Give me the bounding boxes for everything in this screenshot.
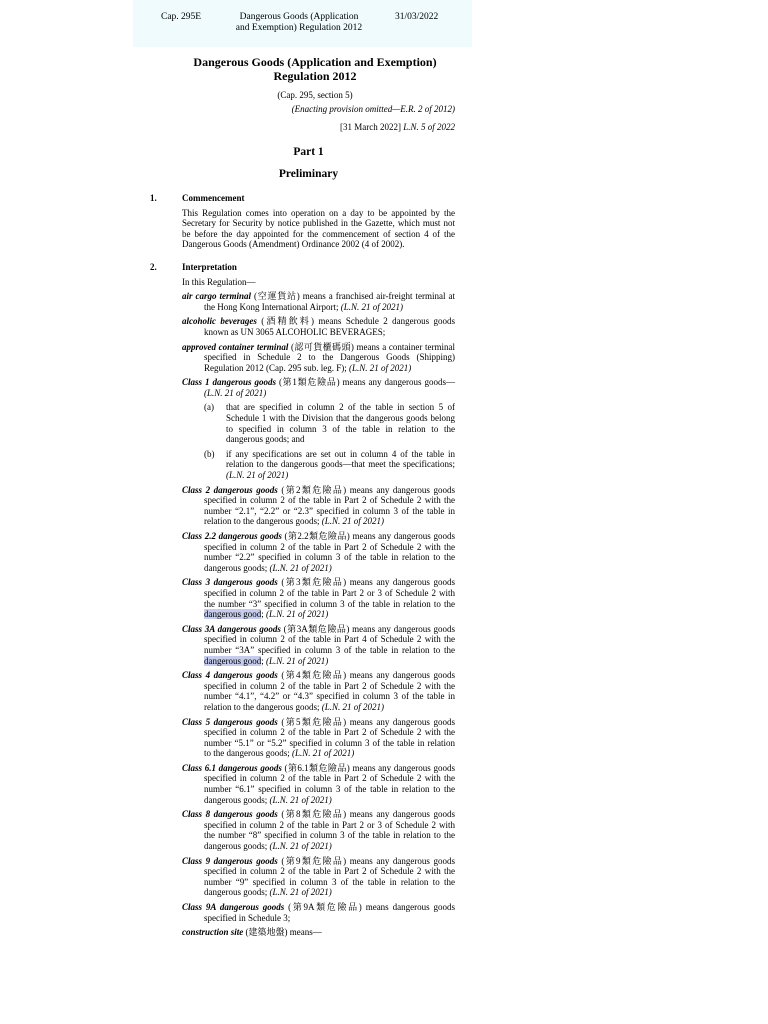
definition-air-cargo-terminal: air cargo terminal (空運貨站) means a franchised air-freight terminal at the Hong Kong International Airport; (L.N. 21 of 2021) <box>182 291 455 312</box>
definition-class-2: Class 2 dangerous goods (第2類危險品) means any dangerous goods specified in column 2 of the table in Part 2 of Schedule 2 with the number “2.1”, “2.2” or “2.3” specified in column 3 of the table in relation to the dangerous goods; (L.N. 21 of 2021) <box>182 484 455 527</box>
section-number: 1. <box>150 192 157 203</box>
search-highlight: dangerous good <box>204 609 262 620</box>
definition-class-9a: Class 9A dangerous goods (第9A類危險品) means dangerous goods specified in Schedule 3; <box>182 902 455 923</box>
definition-approved-container-terminal: approved container terminal (認可貨櫃碼頭) means a container terminal specified in Schedule 2 to the Dangerous Goods (Shipping) Regulation 2012 (Cap. 295 sub. leg. F); (L.N. 21 of 2021) <box>182 341 455 373</box>
header-date: 31/03/2022 <box>395 12 439 22</box>
section-title: Interpretation <box>182 261 237 272</box>
definition-class-3a: Class 3A dangerous goods (第3A類危險品) means any dangerous goods specified in column 2 of the table in Part 4 of Schedule 2 with the number “3A” specified in column 3 of the table in relation to the dangerous good; (L.N. 21 of 2021) <box>182 623 455 666</box>
header-cap: Cap. 295E <box>161 12 202 22</box>
definition-class-1-para-a: (a) that are specified in column 2 of the table in section 5 of Schedule 1 with the Division that the dangerous goods belong to specified in column 3 of the table in relation to the dangerous goods; and <box>204 402 455 445</box>
section-text: This Regulation comes into operation on a day to be appointed by the Secretary for Security by notice published in the Gazette, which must not be before the day appointed for the commencement of section 4 of the Dangerous Goods (Amendment) Ordinance 2002 (4 of 2002). <box>182 207 455 250</box>
search-highlight: dangerous good <box>204 655 262 666</box>
section-2 <box>150 262 455 938</box>
section-1 <box>150 193 455 250</box>
enacting-provision: (Enacting provision omitted—E.R. 2 of 2012) <box>291 103 455 114</box>
section-title: Commencement <box>182 192 245 203</box>
definition-class-5: Class 5 dangerous goods (第5類危險品) means any dangerous goods specified in column 2 of the table in Part 2 of Schedule 2 with the number “5.1” or “5.2” specified in column 3 of the table in relation to the dangerous goods; (L.N. 21 of 2021) <box>182 716 455 759</box>
definition-class-3: Class 3 dangerous goods (第3類危險品) means any dangerous goods specified in column 2 of the table in Part 2 or 3 of Schedule 2 with the number “3” specified in column 3 of the table in relation to the dangerous good; (L.N. 21 of 2021) <box>182 577 455 620</box>
definition-class-4: Class 4 dangerous goods (第4類危險品) means any dangerous goods specified in column 2 of the table in Part 2 of Schedule 2 with the number “4.1”, “4.2” or “4.3” specified in column 3 of the table in relation to the dangerous goods; (L.N. 21 of 2021) <box>182 670 455 712</box>
definition-alcoholic-beverages: alcoholic beverages (酒精飲料) means Schedule 2 dangerous goods known as UN 3065 ALCOHOLIC BEVERAGES; <box>182 316 456 337</box>
document-body <box>150 56 455 938</box>
definition-class-1: Class 1 dangerous goods (第1類危險品) means any dangerous goods— (L.N. 21 of 2021) <box>182 377 455 398</box>
section-number: 2. <box>150 261 157 272</box>
definition-class-9: Class 9 dangerous goods (第9類危險品) means any dangerous goods specified in column 2 of the table in Part 2 of Schedule 2 with the number “9” specified in column 3 of the table in relation to the dangerous goods; (L.N. 21 of 2021) <box>182 855 455 898</box>
cap-section: (Cap. 295, section 5) <box>277 90 353 100</box>
page-header <box>133 0 472 47</box>
definition-class-6-1: Class 6.1 dangerous goods (第6.1類危險品) means any dangerous goods specified in column 2 of the table in Part 2 of Schedule 2 with the number “6.1” specified in column 3 of the table in relation to the dangerous goods; (L.N. 21 of 2021) <box>182 762 455 805</box>
commencement-note: [31 March 2022] L.N. 5 of 2022 <box>340 122 455 133</box>
section-intro: In this Regulation— <box>182 276 256 287</box>
definition-construction-site: construction site (建築地盤) means— <box>182 927 322 938</box>
part-title: Preliminary <box>278 168 339 181</box>
header-title: Dangerous Goods (Application and Exemption) Regulation 2012 <box>235 12 363 33</box>
part-heading: Part 1 <box>293 145 324 158</box>
definition-class-2-2: Class 2.2 dangerous goods (第2.2類危險品) means any dangerous goods specified in column 2 of the table in Part 2 of Schedule 2 with the number “2.2” specified in column 3 of the table in relation to the dangerous goods; (L.N. 21 of 2021) <box>182 531 455 573</box>
definition-class-1-para-b: (b) if any specifications are set out in column 4 of the table in relation to the dangerous goods—that meet the specifications; (L.N. 21 of 2021) <box>204 448 455 481</box>
document-title: Dangerous Goods (Application and Exemption) Regulation 2012 <box>193 55 437 83</box>
definition-class-8: Class 8 dangerous goods (第8類危險品) means any dangerous goods specified in column 2 of the table in Part 2 or 3 of Schedule 2 with the number “8” specified in column 3 of the table in relation to the dangerous goods; (L.N. 21 of 2021) <box>182 809 455 852</box>
